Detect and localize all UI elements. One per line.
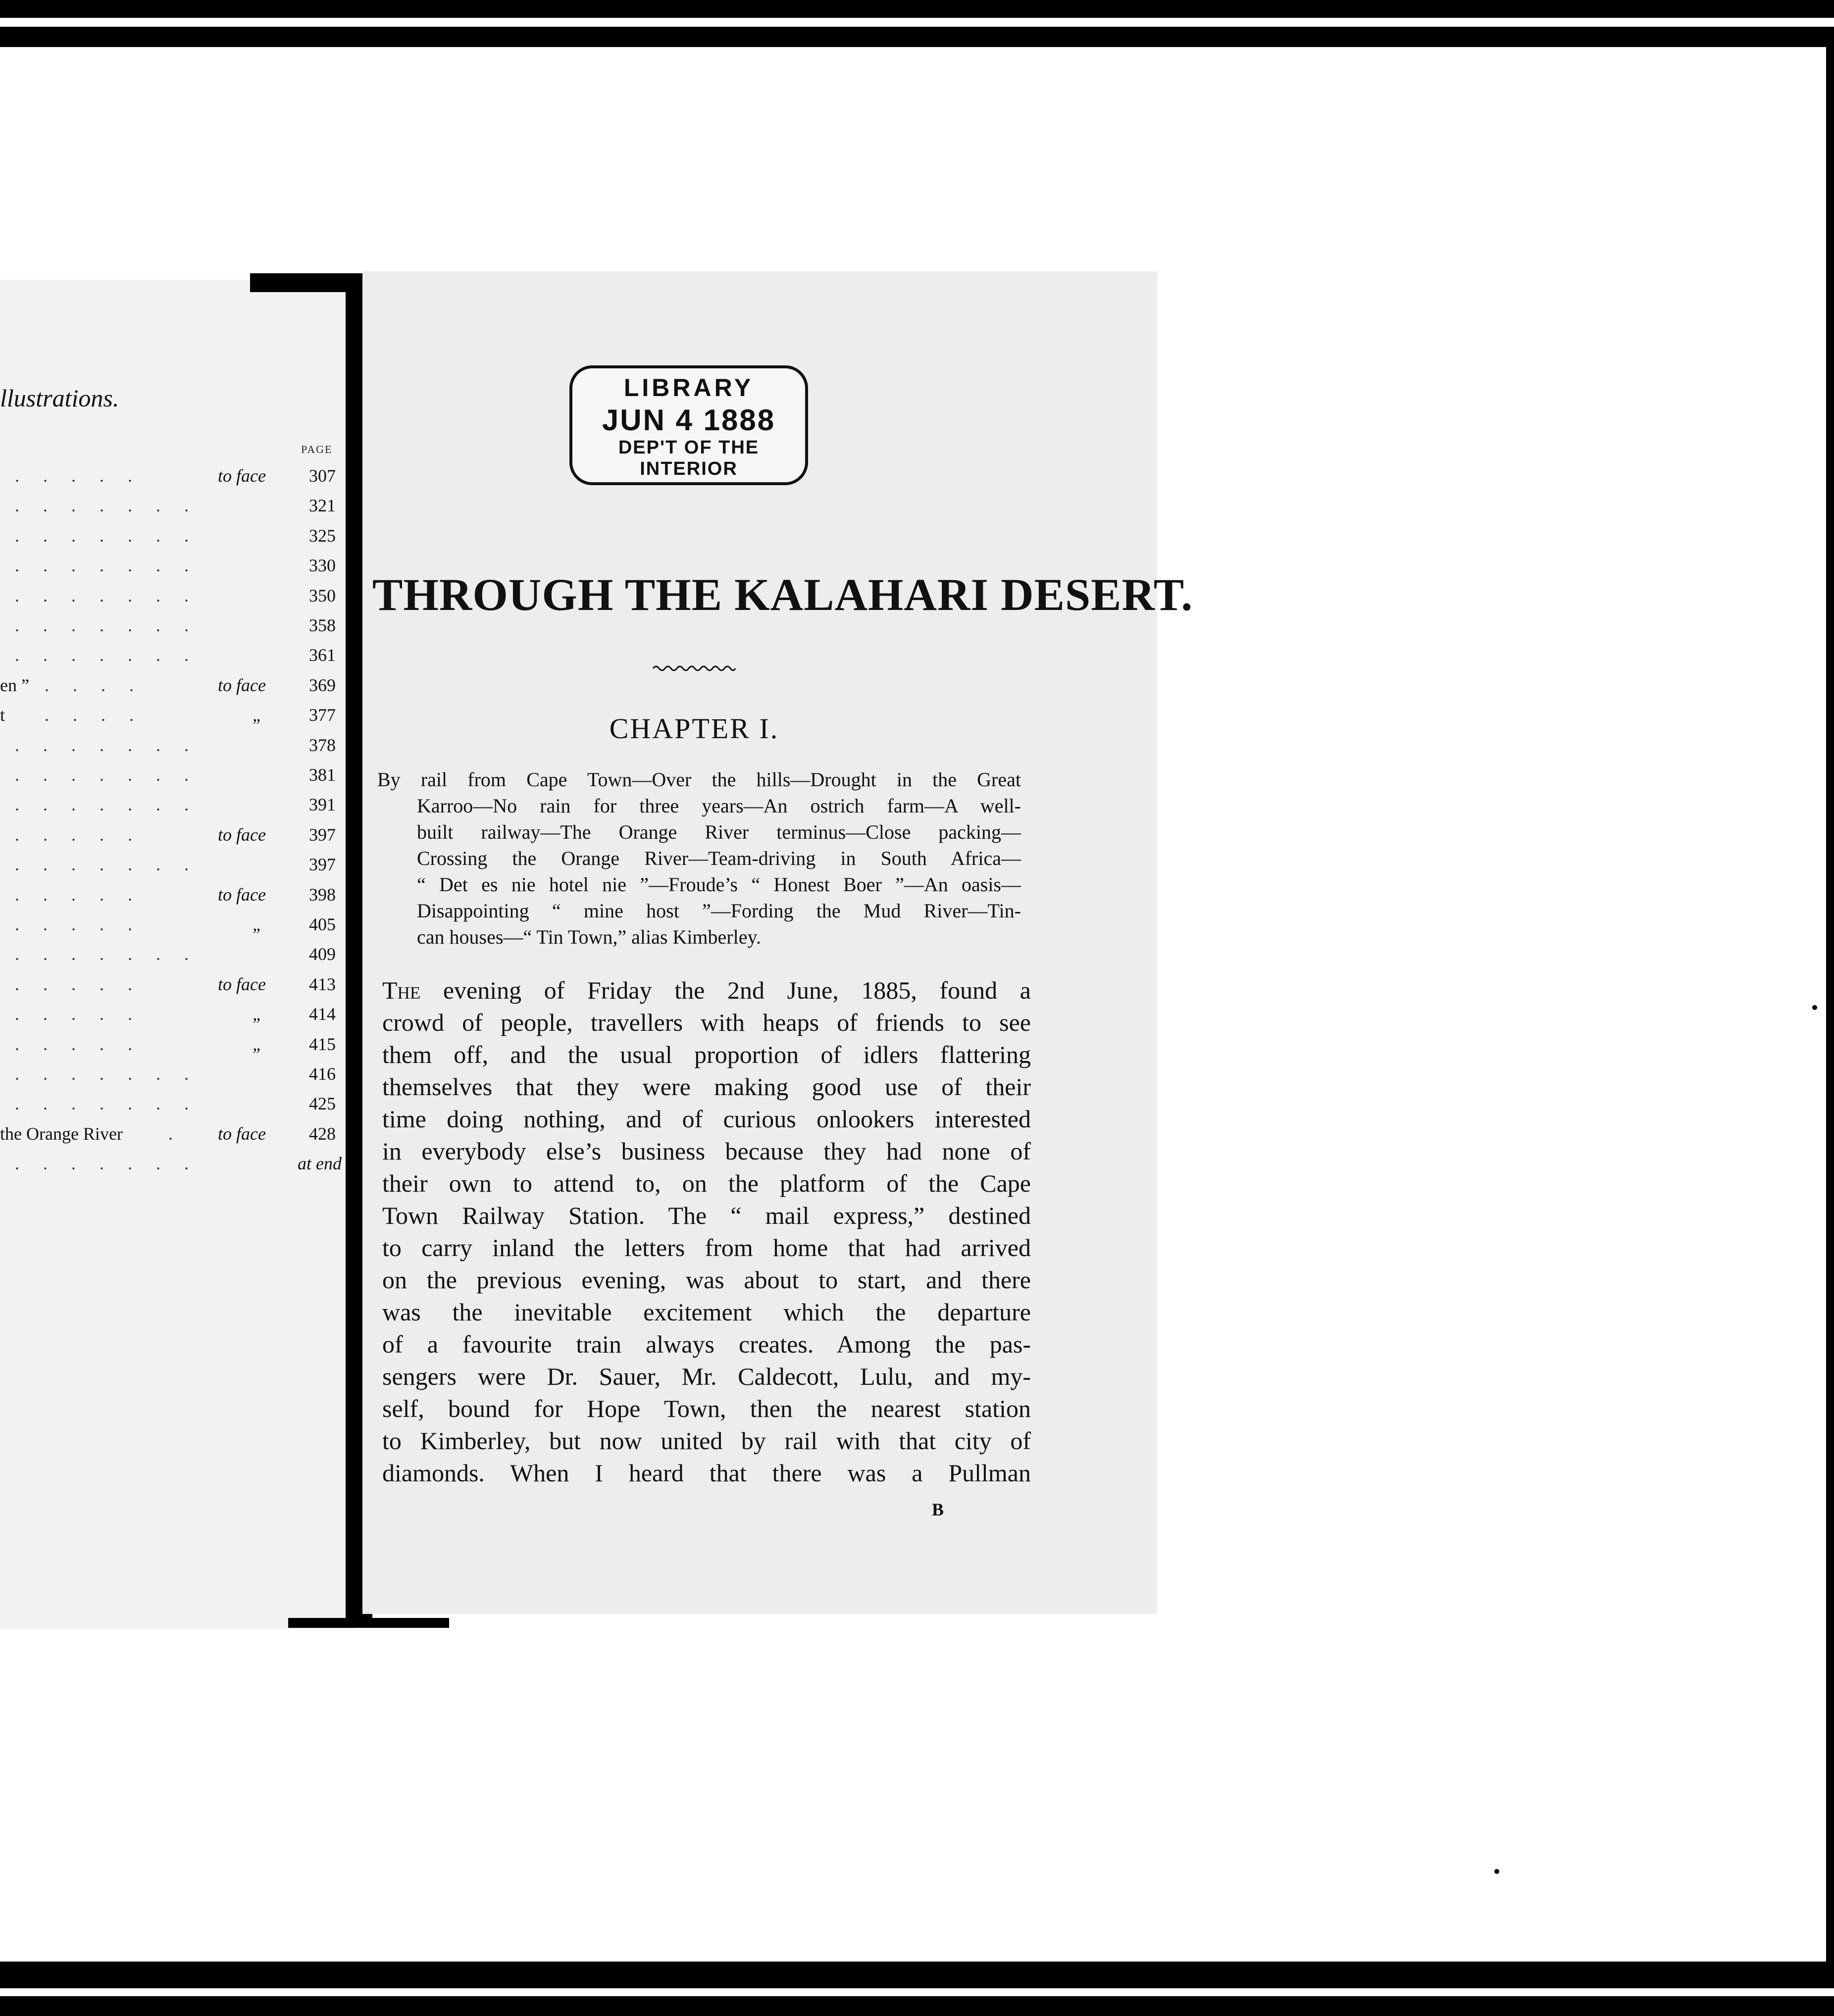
- dot-leader: .......: [15, 496, 212, 516]
- illustration-row: [0, 615, 342, 645]
- left-page: [0, 280, 357, 1629]
- page-column-header: PAGE: [301, 443, 333, 455]
- stamp-line-library: LIBRARY: [623, 374, 754, 402]
- signature-mark: B: [932, 1500, 944, 1519]
- dot-leader: .......: [15, 855, 212, 875]
- illustration-page-number: at end: [298, 1154, 342, 1174]
- ornament-squiggle-icon: [652, 662, 736, 672]
- dot-leader: .......: [15, 645, 212, 665]
- body-line: diamonds. When I heard that there was a Pullman: [382, 1459, 1031, 1487]
- dot-leader: .......: [15, 1094, 212, 1114]
- body-line: Town Railway Station. The “ mail express,” destined: [382, 1202, 1031, 1229]
- dot-leader: .....: [15, 974, 156, 994]
- illustration-page-number: 409: [309, 944, 336, 964]
- body-line: was the inevitable excitement which the departure: [382, 1298, 1031, 1326]
- summary-line: built railway—The Orange River terminus—Close packing—: [417, 821, 1021, 843]
- illustration-row: [0, 1093, 342, 1123]
- body-line: themselves that they were making good use of their: [382, 1073, 1031, 1101]
- illustration-page-number: 397: [309, 824, 336, 845]
- illustration-row: [0, 675, 342, 705]
- illustration-page-number: 413: [309, 974, 336, 994]
- chapter-summary: [377, 766, 1021, 950]
- illustration-row: [0, 735, 342, 764]
- illustration-row: [0, 854, 342, 884]
- dot-leader: .......: [15, 525, 212, 546]
- illustration-row: [0, 525, 342, 555]
- scan-frame-bottom-gap: [0, 1988, 1834, 1996]
- illustration-row: [0, 495, 342, 525]
- body-line: [382, 974, 1031, 1007]
- illustration-row: [0, 764, 342, 794]
- summary-line: can houses—“ Tin Town,” alias Kimberley.: [417, 926, 761, 948]
- illustration-position-tag: „: [253, 1034, 263, 1054]
- illustration-position-tag: „: [253, 705, 263, 725]
- illustration-page-number: 330: [309, 555, 336, 576]
- illustration-page-number: 405: [309, 914, 336, 934]
- illustration-row: [0, 645, 342, 674]
- body-line: to carry inland the letters from home that had arrived: [382, 1234, 1031, 1261]
- body-line: self, bound for Hope Town, then the nearest station: [382, 1395, 1031, 1422]
- illustration-row: [0, 555, 342, 585]
- illustration-position-tag: to face: [218, 884, 266, 905]
- body-line: on the previous evening, was about to start, and there: [382, 1266, 1031, 1294]
- illustration-row: [0, 465, 342, 495]
- dot-leader: .....: [15, 914, 156, 934]
- body-line: to Kimberley, but now united by rail with that city of: [382, 1427, 1031, 1455]
- dot-leader: ....: [45, 705, 157, 725]
- body-line: crowd of people, travellers with heaps of friends to see: [382, 1008, 1031, 1036]
- illustrations-title: llustrations.: [0, 384, 119, 412]
- dot-leader: .......: [15, 795, 212, 815]
- dot-leader: .......: [15, 1064, 212, 1084]
- binding-bar-bottom: [288, 1618, 449, 1628]
- illustration-position-tag: to face: [218, 675, 266, 695]
- body-line: of a favourite train always creates. Among the pas-: [382, 1330, 1031, 1358]
- scan-frame-right: [1826, 47, 1834, 1962]
- book-title: THROUGH THE KALAHARI DESERT.: [372, 569, 1193, 620]
- library-stamp: [569, 365, 808, 485]
- illustration-row: [0, 585, 342, 615]
- summary-line: “ Det es nie hotel nie ”—Froude’s “ Honest Boer ”—An oasis—: [417, 873, 1021, 896]
- illustration-page-number: 416: [309, 1064, 336, 1084]
- illustration-row: [0, 1004, 342, 1033]
- illustration-position-tag: „: [253, 914, 263, 934]
- illustration-page-number: 428: [309, 1123, 336, 1144]
- body-opening-word: The: [382, 976, 421, 1004]
- illustration-label: t: [0, 705, 5, 725]
- illustration-position-tag: to face: [218, 1123, 266, 1144]
- dot-leader: .....: [15, 466, 156, 486]
- scan-speck: [1494, 1869, 1499, 1874]
- illustration-page-number: 378: [309, 735, 336, 755]
- dot-leader: .....: [15, 824, 156, 845]
- stamp-line-date: JUN 4 1888: [602, 403, 776, 437]
- body-line: them off, and the usual proportion of idlers flattering: [382, 1041, 1031, 1068]
- illustration-row: [0, 705, 342, 734]
- summary-line: Crossing the Orange River—Team-driving in South Africa—: [417, 847, 1021, 869]
- dot-leader: .......: [15, 735, 212, 755]
- illustration-row: [0, 944, 342, 973]
- chapter-heading: CHAPTER I.: [609, 712, 779, 745]
- illustration-label: the Orange River: [0, 1123, 123, 1144]
- summary-line: Karroo—No rain for three years—An ostrich farm—A well-: [417, 795, 1021, 817]
- illustration-page-number: 381: [309, 765, 336, 785]
- illustration-page-number: 307: [309, 466, 336, 486]
- illustration-row: [0, 884, 342, 914]
- illustration-page-number: 391: [309, 795, 336, 815]
- dot-leader: .: [168, 1123, 197, 1144]
- body-line: time doing nothing, and of curious onlookers interested: [382, 1105, 1031, 1133]
- illustration-position-tag: to face: [218, 466, 266, 486]
- scan-frame-top-gap: [0, 18, 1834, 27]
- dot-leader: .......: [15, 615, 212, 635]
- stamp-line-department: DEP'T OF THE INTERIOR: [618, 437, 760, 479]
- dot-leader: .......: [15, 1154, 212, 1174]
- summary-line: Disappointing “ mine host ”—Fording the Mud River—Tin-: [417, 900, 1021, 922]
- illustration-page-number: 358: [309, 615, 336, 635]
- chapter-body: [382, 974, 1031, 1489]
- illustration-page-number: 350: [309, 585, 336, 605]
- illustration-page-number: 325: [309, 525, 336, 546]
- dot-leader: .......: [15, 944, 212, 964]
- illustration-page-number: 425: [309, 1094, 336, 1114]
- dot-leader: .......: [15, 585, 212, 605]
- scan-frame-right-inner: [1812, 47, 1826, 1962]
- illustration-page-number: 361: [309, 645, 336, 665]
- illustration-row: [0, 1063, 342, 1093]
- dot-leader: .....: [15, 1034, 156, 1054]
- scan-speck: [1812, 1005, 1817, 1010]
- illustration-page-number: 415: [309, 1034, 336, 1054]
- dot-leader: .....: [15, 1004, 156, 1024]
- illustration-page-number: 397: [309, 855, 336, 875]
- illustration-row: [0, 1123, 342, 1153]
- illustration-page-number: 414: [309, 1004, 336, 1024]
- dot-leader: ....: [45, 675, 157, 695]
- illustration-page-number: 321: [309, 496, 336, 516]
- body-line: their own to attend to, on the platform of the Cape: [382, 1169, 1031, 1197]
- body-line: sengers were Dr. Sauer, Mr. Caldecott, Lulu, and my-: [382, 1362, 1031, 1390]
- illustration-row: [0, 1153, 342, 1183]
- illustration-row: [0, 1034, 342, 1063]
- dot-leader: .......: [15, 765, 212, 785]
- illustration-page-number: 377: [309, 705, 336, 725]
- illustration-position-tag: to face: [218, 824, 266, 845]
- body-line-text: evening of Friday the 2nd June, 1885, found a: [420, 976, 1031, 1004]
- right-page: [362, 271, 1193, 1614]
- illustration-row: [0, 974, 342, 1004]
- illustration-position-tag: to face: [218, 974, 266, 994]
- illustration-page-number: 369: [309, 675, 336, 695]
- illustration-row: [0, 914, 342, 944]
- illustration-page-number: 398: [309, 884, 336, 905]
- illustration-row: [0, 794, 342, 824]
- dot-leader: .......: [15, 555, 212, 576]
- illustration-position-tag: „: [253, 1004, 263, 1024]
- body-line: in everybody else’s business because they had none of: [382, 1137, 1031, 1165]
- summary-line: By rail from Cape Town—Over the hills—Drought in the Great: [377, 768, 1021, 791]
- illustration-row: [0, 824, 342, 854]
- illustration-label: en ”: [0, 675, 29, 695]
- dot-leader: .....: [15, 884, 156, 905]
